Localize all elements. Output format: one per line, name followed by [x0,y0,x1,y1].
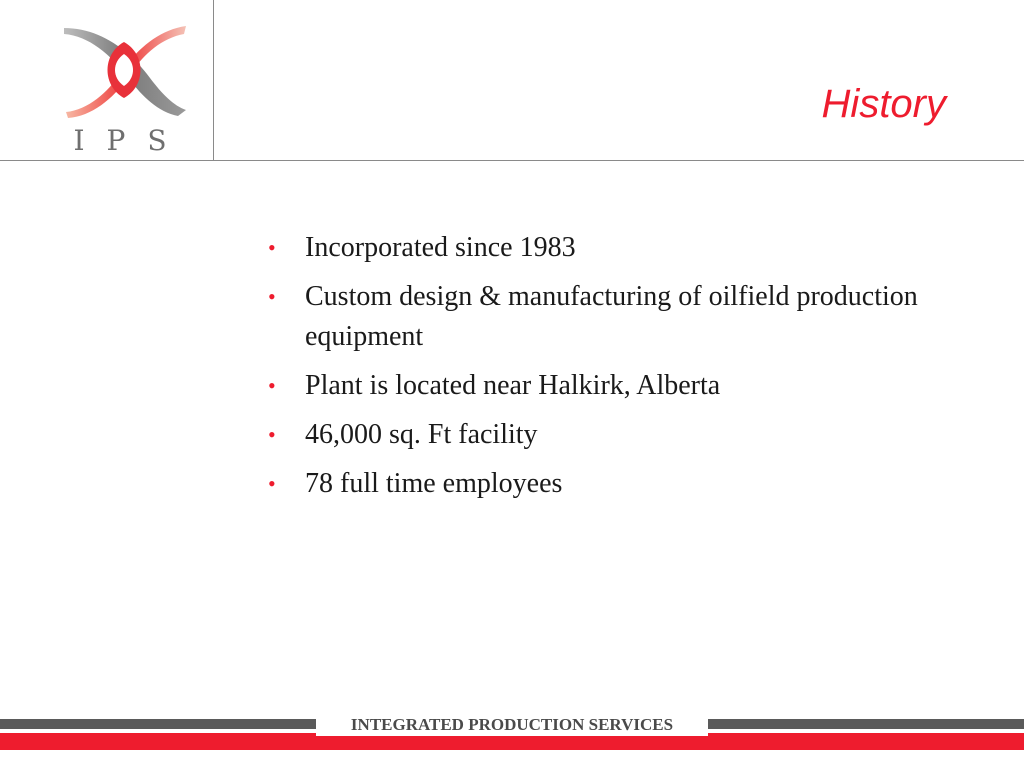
list-item [264,277,924,357]
bullet-list [264,228,924,513]
footer-gray-bar-right [708,719,1024,729]
bullet-text: 46,000 sq. Ft facility [305,419,538,450]
bullet-text: Custom design & manufacturing of oilfield production equipment [305,281,918,352]
footer-gray-bar-left [0,719,316,729]
bullet-text: 78 full time employees [305,468,563,499]
list-item [264,415,924,455]
list-item [264,464,924,504]
company-logo [58,18,190,156]
bullet-text: Incorporated since 1983 [305,232,576,263]
logo-letters: IPS [73,124,189,157]
footer-company-name: INTEGRATED PRODUCTION SERVICES [316,714,708,736]
ips-swoosh-logo-icon [58,18,190,122]
bullet-icon: • [268,284,276,309]
list-item [264,366,924,406]
bullet-icon: • [268,373,276,398]
list-item [264,228,924,268]
bullet-text: Plant is located near Halkirk, Alberta [305,370,721,401]
header-vertical-divider [213,0,214,161]
header-horizontal-divider [0,160,1024,161]
bullet-icon: • [268,422,276,447]
slide-title: History [821,82,946,126]
bullet-icon: • [268,235,276,260]
bullet-icon: • [268,471,276,496]
